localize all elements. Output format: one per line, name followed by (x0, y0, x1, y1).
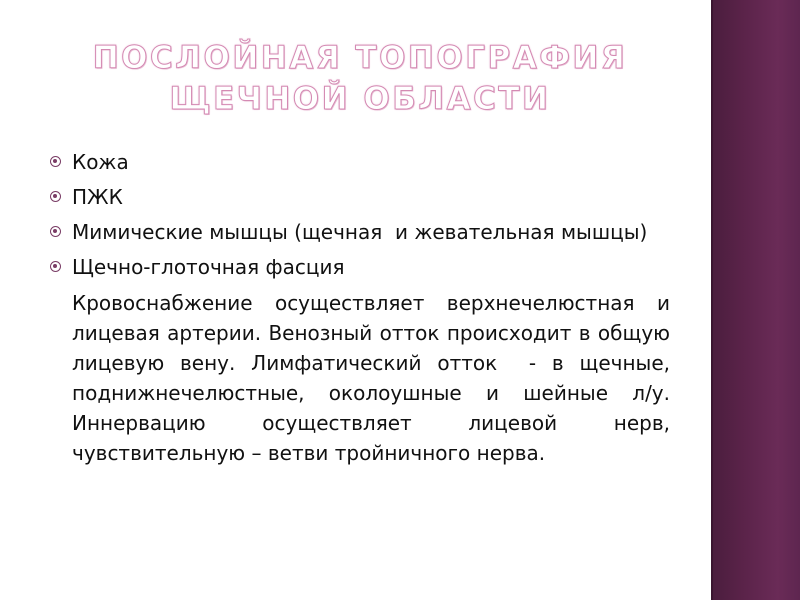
bullet-item-subcutaneous-fat (50, 182, 670, 212)
bullet-text: Щечно-глоточная фасция (72, 255, 345, 279)
bullet-text: Мимические мышцы (щечная и жевательная мышцы) (72, 220, 648, 244)
bullet-text: Кожа (72, 150, 129, 174)
side-bar-edge (711, 0, 713, 600)
bullet-item-skin (50, 147, 670, 177)
slide-content (50, 147, 677, 468)
circle-dot-bullet-icon (50, 156, 61, 167)
bullet-list (50, 147, 670, 282)
description-paragraph: Кровоснабжение осуществляет верхнечелюстная и лицевая артерии. Венозный отток происходит в общую лицевую вену. Лимфатический отток - в щечные, поднижнечелюстные, околоушные и шейные л/у. Иннервацию осуществляет лицевой нерв, чувствительную – ветви тройничного нерва. (72, 291, 677, 465)
bullet-item-mimic-muscles (50, 217, 670, 247)
bullet-text: ПЖК (72, 185, 123, 209)
circle-dot-bullet-icon (50, 261, 61, 272)
decorative-side-bar (711, 0, 800, 600)
circle-dot-bullet-icon (50, 191, 61, 202)
bullet-item-buccopharyngeal-fascia (50, 252, 670, 282)
circle-dot-bullet-icon (50, 226, 61, 237)
slide-title-line-2: ЩЕЧНОЙ ОБЛАСТИ (169, 81, 551, 117)
slide-title (60, 38, 660, 120)
slide-title-line-1: ПОСЛОЙНАЯ ТОПОГРАФИЯ (92, 40, 628, 76)
